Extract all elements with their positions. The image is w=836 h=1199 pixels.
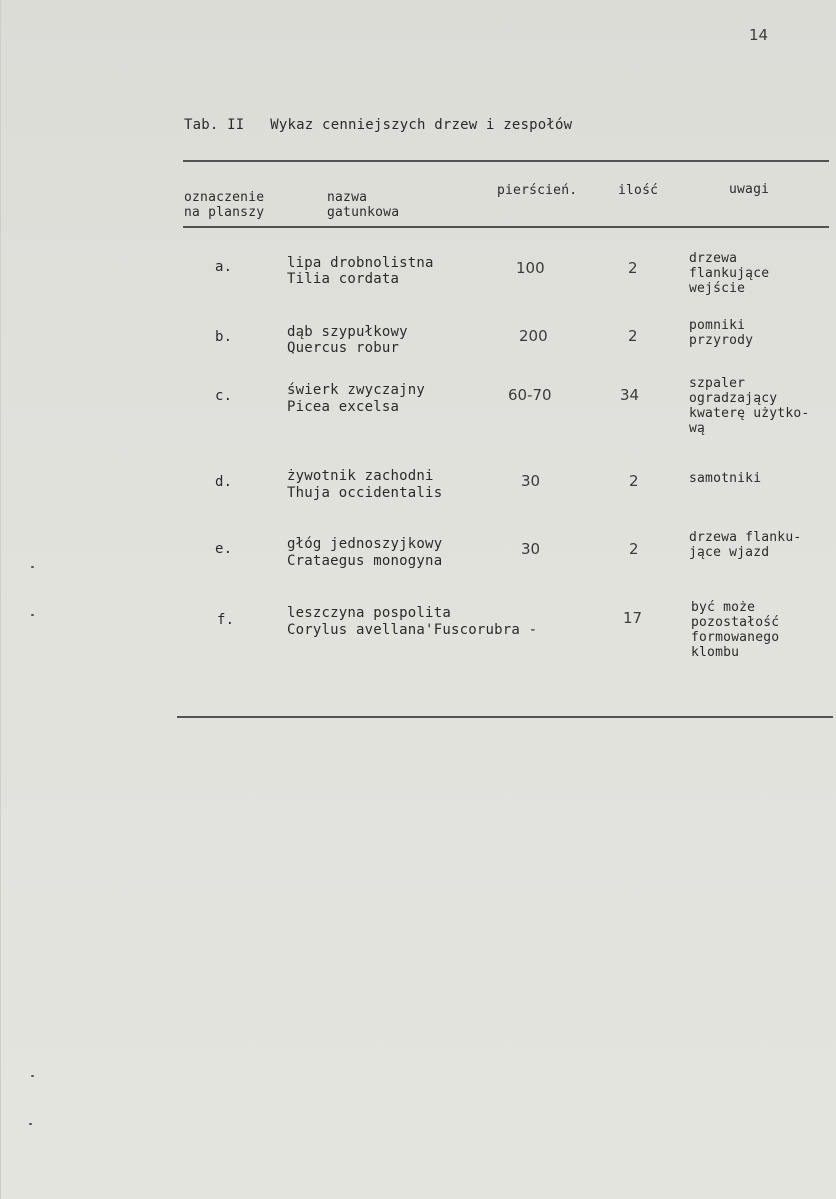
row-b-count: 2 bbox=[628, 327, 638, 345]
row-e-ring: 30 bbox=[521, 540, 541, 558]
row-e-count: 2 bbox=[629, 540, 639, 558]
scan-speck bbox=[29, 1123, 32, 1125]
row-c-count: 34 bbox=[620, 386, 640, 404]
header-oznaczenie: oznaczenie na planszy bbox=[184, 190, 265, 220]
row-e-name-lat: Crataegus monogyna bbox=[287, 553, 443, 569]
row-c-ring: 60-70 bbox=[508, 386, 552, 404]
page-number: 14 bbox=[749, 26, 769, 44]
row-a-notes: drzewa flankujące wejście bbox=[689, 251, 770, 296]
row-d-notes: samotniki bbox=[689, 471, 762, 486]
row-d-count: 2 bbox=[629, 472, 639, 490]
row-b-name-pl: dąb szypułkowy bbox=[287, 324, 408, 340]
row-f-count: 17 bbox=[623, 609, 643, 627]
table-title: Tab. II Wykaz cenniejszych drzew i zespołów bbox=[184, 117, 573, 133]
row-b-name-lat: Quercus robur bbox=[287, 340, 400, 356]
row-b-mark: b. bbox=[215, 329, 233, 345]
row-e-name-pl: głóg jednoszyjkowy bbox=[287, 536, 443, 552]
row-d-name-lat: Thuja occidentalis bbox=[287, 485, 443, 501]
row-a-name-pl: lipa drobnolistna bbox=[287, 255, 434, 271]
table-top-rule bbox=[183, 160, 829, 162]
header-uwagi: uwagi bbox=[729, 182, 770, 197]
row-d-name-pl: żywotnik zachodni bbox=[287, 468, 434, 484]
row-a-count: 2 bbox=[628, 259, 638, 277]
row-f-name-pl: leszczyna pospolita bbox=[287, 605, 451, 621]
row-f-name-lat: Corylus avellana'Fuscorubra - bbox=[287, 622, 538, 638]
row-c-name-pl: świerk zwyczajny bbox=[287, 382, 426, 398]
row-d-mark: d. bbox=[215, 474, 233, 490]
row-a-ring: 100 bbox=[516, 259, 545, 277]
row-d-ring: 30 bbox=[521, 472, 541, 490]
row-a-mark: a. bbox=[215, 259, 233, 275]
row-b-ring: 200 bbox=[519, 327, 548, 345]
header-bottom-rule bbox=[183, 226, 829, 228]
row-a-name-lat: Tilia cordata bbox=[287, 271, 400, 287]
row-f-notes: być może pozostałość formowanego klombu bbox=[691, 600, 780, 660]
scan-speck bbox=[31, 1075, 34, 1077]
header-nazwa: nazwa gatunkowa bbox=[327, 190, 400, 220]
row-e-notes: drzewa flanku- jące wjazd bbox=[689, 530, 802, 560]
row-e-mark: e. bbox=[215, 541, 233, 557]
row-f-mark: f. bbox=[217, 612, 235, 628]
table-bottom-rule bbox=[177, 716, 833, 718]
row-c-name-lat: Picea excelsa bbox=[287, 399, 400, 415]
scan-speck bbox=[31, 566, 34, 568]
row-c-mark: c. bbox=[215, 388, 233, 404]
scan-speck bbox=[31, 614, 34, 616]
row-c-notes: szpaler ogradzający kwaterę użytko- wą bbox=[689, 376, 810, 436]
row-b-notes: pomniki przyrody bbox=[689, 318, 754, 348]
header-ilosc: ilość bbox=[618, 183, 659, 198]
header-pierscien: pierścień. bbox=[497, 183, 578, 198]
